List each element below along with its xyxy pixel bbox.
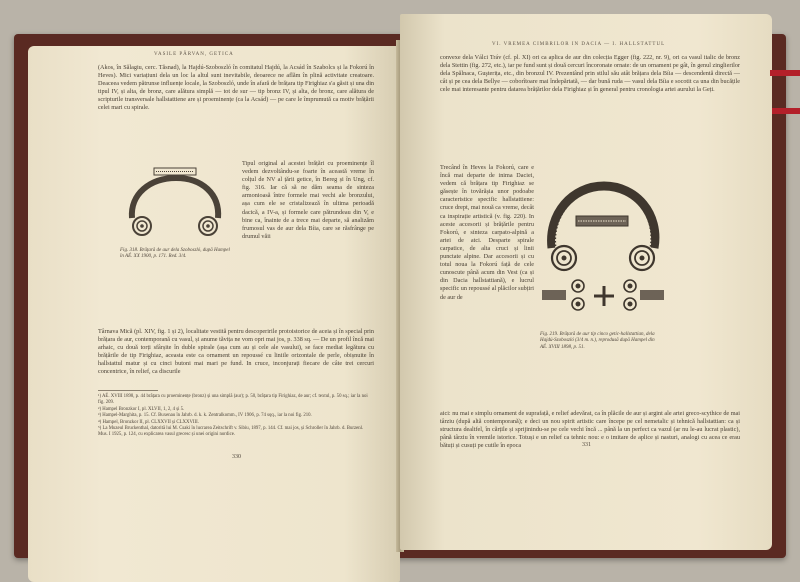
footnote: ³) Hampel-Marghita, p. 15. Cf. Buxenau în Jahrb. d. k. k. Zentralkomm., IV 1906, p. 74 sqq., iar la noi fig. 210. <box>98 413 312 419</box>
right-page-number: 331 <box>582 442 591 448</box>
bookmark-ribbon <box>770 70 800 76</box>
left-intro-text: (Akos, în Sălagiu, cerc. Tăsnad), la Hajdú-Szoboszló în comitatul Hajdú, la Acsád în Szabolcs și la Fokorú în Heves). Mici variațiuni dela un loc la altul sunt inevitabile, deoarece ne aflăm în plină activitate creatoare. Deaceea vedem pătrunse influențe locale, la Szoboszló, unde în afară de brățara tip Firighiaz s'a găsit și una din tipul IV, și alta, de bronz, care alătura simplă — tot de sur — tip bronz IV, și alta, de bronz, care alătura de scripturile transversale hallstattiene are și proeminențe (ca la Acsád) — pe care le împrumută ca motiv brățării celei mari cu spirale. <box>98 64 374 112</box>
footnote: ¹) AÉ. XVIII 1898, p. 44 brățara cu proeminențe (bronz) și una simplă (aur); p. 50, brățara tip Firighiaz, de aur; cf. textul, p. 50 sq.; iar la noi fig. 209. <box>98 394 368 406</box>
bracelet-figure-left <box>120 164 230 244</box>
left-wide-text: Târnava Mică (pl. XIV, fig. 1 și 2), localitate vestită pentru descoperirile protoistorice de aceia și în special prin brățara de aur, contemporană cu vasul, și anume tăvița ne vom opri mai jos, p. 338 sq. — De un profil încă mai arhaic, cu două torți sfârșite în duble spirale (așa cum au și cele ale vasului), se face mediat legătura cu brățările de tip Firighiaz, aceasta este ca ornament un repoussé cu liniile orizontale de perle, obișnuite în hallstattul matur și cu cinci butoni mai mari pe fund. In cruce, inconjurați fiecare de câte trei cercuri concentrice, în relief, ca discurile <box>98 328 374 376</box>
right-top-text: convexe dela Válci Tráv (cf. pl. XI) ori ca aplica de aur din colecția Egger (fig. 222, nr. 9), ori ca vasul italic de bronz dela Stettin (fig. 272, etc.), iar pe fund sunt și două cercuri încoronate ornate: de un ornament pe gât, în genul zinglierilor dela Spălnaca, Guşterița, etc., din bronzul IV. Prezentând prin stilul său atât brățara dela Bíia — descendentă directă — cât și pe cea dela Bellye — coborîtoare mai îndepărtată, — dar bună ruda — vasul dela Bíia e socotit ca una din bucățile cele mai interesante pentru datarea brățărilor dela Firighiaz și în general pentru cronologia artei aurului la Geți. <box>440 54 740 94</box>
footnote: ²) Hampel Bronzkor I, pl. XLVII, 1, 2, 4 și 5. <box>98 406 185 412</box>
left-page-number: 330 <box>232 454 241 460</box>
footnote: ⁴) Hampel, Bronzkor II, pl. CLXXVII și CLXXVIII. <box>98 419 199 425</box>
left-page <box>28 46 400 582</box>
footnote: ⁵) La Muzeul Bruckenthal, datorită lui M. Csaki în lucrarea Zeitschrift v. Sibiu, 1897, p. 144. Cf. mai jos, și Schroller în Jahrb. d. Burzenl. Mus. I 1925, p. 124, cu explicarea vasul grecesc și unei origini nordice. <box>98 426 364 438</box>
footnote-rule <box>98 390 158 391</box>
left-figure-caption: Fig. 318. Brățară de aur dela Szoboszló, după Hampel în AÉ. XX 1900, p. 171. Red. 3/4. <box>120 248 230 260</box>
spiral-pendant-right <box>624 280 664 310</box>
left-column-text: Tipul original al acestei brățări cu proeminențe îl vedem dezvoltându-se foarte în această vreme în colțul de NV al țării getice, în Bereg și în Ung, cf. fig. 316. Iar că să ne dăm seama de sinteza armonioasă între formele mai vechi ale bronzului, așa cum ele se cristalizează în ultima perioadă dacică, a IV-a, și formele care pătrundeau din V, e bine ca, înainte de a trece mai departe, să analizăm frumosul vas de aur dela Bíia, care se răsfrânge pe drumul văii <box>242 160 374 240</box>
right-figure-caption: Fig. 219. Brățară de aur tip cinco getic-hallstattian, dela Hajdú-Szoboszló (3/4 m. n.), reprodusă după Hampel din AÉ. XVIII 1898, p. 51. <box>540 332 655 350</box>
cross-ornament <box>594 286 614 306</box>
bracelet-figure-right <box>538 172 668 322</box>
right-bottom-text: aici: nu mai e simplu ornament de suprafață, e relief adevărat, ca în plăcile de aur și argint ale artei greco-scythice de mai târziu (după altă contemporană); e deci un nou spirit artistic care începe pe cel nemetalic și tehnică hallstattian: ca și structura dealtfel, în cărțile și sprijinindu-se pe cele vechi încă ... până la un perfect ca vazul (ar nu le-au lucrat plastic), până târziu în vremile istorice. Totuși e un relief ca tehnic nou: e o imitare de aplice și nasturi, analogi cu acea ce erau bătuți și cusuți pe cutile în epoca <box>440 410 740 450</box>
spiral-pendant-left <box>542 280 584 310</box>
left-footnotes <box>98 394 374 439</box>
left-page-header: VASILE PÂRVAN, GETICA <box>154 52 234 57</box>
right-column-text: Trecând în Heves la Fokorú, care e încă mai departe de inima Daciei, vedem că brățara tip Firighiaz se găsește în tovărășia unor podoabe caracteristice specific hallstattiene: cruce drept, mai nouă ca vreme, decât ca inspirație artistică (v. fig. 220). In aceste accesorii și brățările pentru Fokorú, e sinteza carpato-alpină a artei de atci. Desparte spirale carpatice, de alta cruci și linii punctate alpine. Dar accesorii și cu totul noua la Fokorú față de cele cunoscute până acum din Vest (ca și din Dacia hallstattiană), e lucrul specific un repoussé al plăcilor subțiri de aur de <box>440 164 534 301</box>
right-page <box>400 14 772 550</box>
right-page-header: VI. VREMEA CIMBRILOR IN DACIA — I. HALLSTATTUL <box>492 42 666 47</box>
bookmark-ribbon <box>772 108 800 114</box>
